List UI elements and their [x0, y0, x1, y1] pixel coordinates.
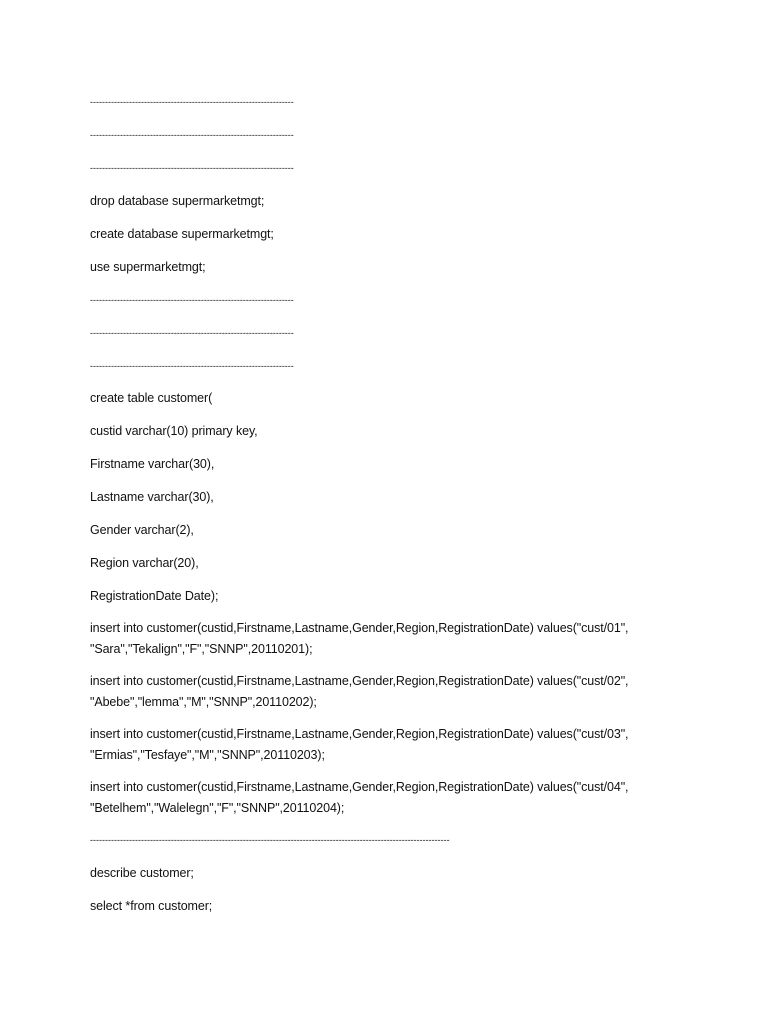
code-line: Lastname varchar(30), — [90, 490, 214, 504]
separator-line: -------------------------------------------------------------------- — [90, 295, 294, 305]
separator-line: -------------------------------------------------------------------- — [90, 97, 294, 107]
code-line: create database supermarketmgt; — [90, 227, 274, 241]
code-line: Gender varchar(2), — [90, 523, 194, 537]
code-line: create table customer( — [90, 391, 213, 405]
separator-line: -------------------------------------------------------------------- — [90, 130, 294, 140]
code-line: RegistrationDate Date); — [90, 589, 219, 603]
code-line: "Betelhem","Walelegn","F","SNNP",20110204); — [90, 801, 345, 815]
code-line: custid varchar(10) primary key, — [90, 424, 258, 438]
code-line: describe customer; — [90, 866, 194, 880]
code-line: "Sara","Tekalign","F","SNNP",20110201); — [90, 642, 313, 656]
code-line: insert into customer(custid,Firstname,Lastname,Gender,Region,RegistrationDate) values("cust/04", — [90, 780, 629, 794]
separator-line: ------------------------------------------------------------------------------------------------------------------------ — [90, 835, 450, 845]
code-line: drop database supermarketmgt; — [90, 194, 265, 208]
code-line: use supermarketmgt; — [90, 260, 206, 274]
separator-line: -------------------------------------------------------------------- — [90, 328, 294, 338]
code-line: insert into customer(custid,Firstname,Lastname,Gender,Region,RegistrationDate) values("cust/02", — [90, 674, 629, 688]
code-line: "Abebe","lemma","M","SNNP",20110202); — [90, 695, 317, 709]
code-line: select *from customer; — [90, 899, 213, 913]
separator-line: -------------------------------------------------------------------- — [90, 361, 294, 371]
separator-line: -------------------------------------------------------------------- — [90, 163, 294, 173]
code-line: insert into customer(custid,Firstname,Lastname,Gender,Region,RegistrationDate) values("cust/01", — [90, 621, 629, 635]
code-line: Region varchar(20), — [90, 556, 199, 570]
code-line: Firstname varchar(30), — [90, 457, 215, 471]
code-line: "Ermias","Tesfaye","M","SNNP",20110203); — [90, 748, 325, 762]
code-line: insert into customer(custid,Firstname,Lastname,Gender,Region,RegistrationDate) values("cust/03", — [90, 727, 629, 741]
